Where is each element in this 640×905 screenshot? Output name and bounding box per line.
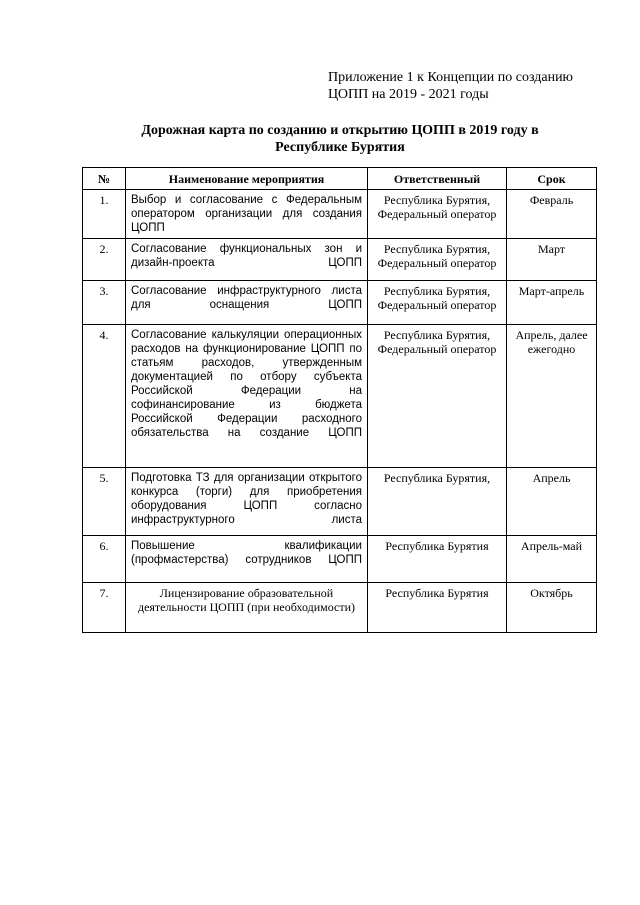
row-num: 2. <box>83 239 126 281</box>
row-term: Апрель <box>507 468 597 536</box>
row-num: 7. <box>83 583 126 633</box>
appendix-line-2: ЦОПП на 2019 - 2021 годы <box>328 87 489 102</box>
header-name: Наименование мероприятия <box>126 168 368 190</box>
row-responsible: Республика Бурятия, Федеральный оператор <box>368 281 507 325</box>
row-num: 6. <box>83 536 126 583</box>
row-responsible: Республика Бурятия, <box>368 468 507 536</box>
row-name: Согласование инфраструктурного листа для оснащения ЦОПП <box>126 281 368 325</box>
row-responsible: Республика Бурятия, Федеральный оператор <box>368 190 507 239</box>
row-name: Согласование калькуляции операционных расходов на функционирование ЦОПП по статьям расходов, утвержденным документацией по отбору субъекта Российской Федерации на софинансирование из бюджета Российской Федерации расходного обязательства на создание ЦОПП <box>126 325 368 468</box>
table-row <box>83 281 597 325</box>
header-term: Срок <box>507 168 597 190</box>
appendix-line-1: Приложение 1 к Концепции по созданию <box>328 70 574 85</box>
appendix-note <box>328 69 618 103</box>
row-term: Март <box>507 239 597 281</box>
row-term: Февраль <box>507 190 597 239</box>
row-num: 3. <box>83 281 126 325</box>
table-row <box>83 536 597 583</box>
row-name: Выбор и согласование с Федеральным оператором организации для создания ЦОПП <box>126 190 368 239</box>
row-responsible: Республика Бурятия <box>368 536 507 583</box>
row-num: 4. <box>83 325 126 468</box>
document-title <box>100 122 580 156</box>
row-term: Апрель-май <box>507 536 597 583</box>
row-responsible: Республика Бурятия, Федеральный оператор <box>368 325 507 468</box>
row-name: Согласование функциональных зон и дизайн-проекта ЦОПП <box>126 239 368 281</box>
table-header-row <box>83 168 597 190</box>
row-term: Октябрь <box>507 583 597 633</box>
table-row <box>83 468 597 536</box>
row-name: Подготовка ТЗ для организации открытого конкурса (торги) для приобретения оборудования ЦОПП согласно инфраструктурного листа <box>126 468 368 536</box>
row-term: Апрель, далее ежегодно <box>507 325 597 468</box>
row-name: Повышение квалификации (профмастерства) сотрудников ЦОПП <box>126 536 368 583</box>
row-name: Лицензирование образовательной деятельности ЦОПП (при необходимости) <box>126 583 368 633</box>
row-num: 1. <box>83 190 126 239</box>
table-row <box>83 190 597 239</box>
header-responsible: Ответственный <box>368 168 507 190</box>
table-row <box>83 325 597 468</box>
row-term: Март-апрель <box>507 281 597 325</box>
row-responsible: Республика Бурятия, Федеральный оператор <box>368 239 507 281</box>
table-row <box>83 239 597 281</box>
row-num: 5. <box>83 468 126 536</box>
row-responsible: Республика Бурятия <box>368 583 507 633</box>
header-num: № <box>83 168 126 190</box>
document-title-line-2: Республике Бурятия <box>275 140 405 155</box>
roadmap-table <box>82 167 597 633</box>
document-title-line-1: Дорожная карта по созданию и открытию ЦОПП в 2019 году в <box>141 123 539 138</box>
table-row <box>83 583 597 633</box>
